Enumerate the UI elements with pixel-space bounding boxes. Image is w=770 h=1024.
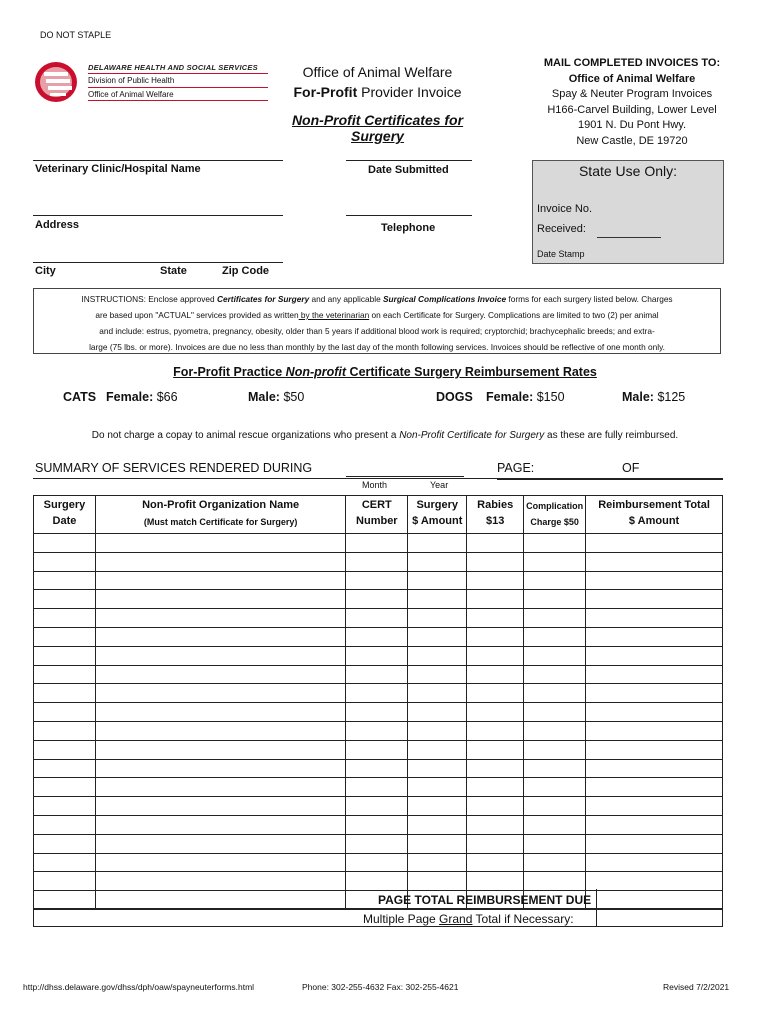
- table-cell[interactable]: [346, 665, 408, 684]
- city-state-zip-line[interactable]: [33, 262, 283, 263]
- mail-street: 1901 N. Du Pont Hwy.: [577, 119, 686, 131]
- state-use-title: State Use Only:: [578, 163, 678, 179]
- totals-divider: [33, 908, 723, 909]
- month-year-line[interactable]: [346, 476, 464, 477]
- table-cell[interactable]: [467, 721, 524, 740]
- table-cell[interactable]: [95, 552, 345, 571]
- title-office: Office of Animal Welfare: [302, 64, 453, 80]
- instructions-line-4: large (75 lbs. or more). Invoices are due no less than monthly by the last day of the month following services. Invoices should be reflective of one month only.: [89, 342, 665, 352]
- table-cell[interactable]: [346, 778, 408, 797]
- table-cell[interactable]: [346, 815, 408, 834]
- dhss-logo-icon: [34, 60, 82, 104]
- table-cell[interactable]: [586, 665, 723, 684]
- table-cell[interactable]: [524, 872, 586, 891]
- table-cell[interactable]: [95, 815, 345, 834]
- table-cell[interactable]: [346, 721, 408, 740]
- table-cell[interactable]: [586, 627, 723, 646]
- table-row: [34, 834, 723, 853]
- instructions-line-1: INSTRUCTIONS: Enclose approved Certificates for Surgery and any applicable Surgical Complications Invoice forms for each surgery listed below. Charges: [81, 294, 673, 304]
- table-cell[interactable]: [586, 703, 723, 722]
- mail-building: H166-Carvel Building, Lower Level: [547, 103, 717, 116]
- clinic-name-label: Veterinary Clinic/Hospital Name: [35, 163, 201, 175]
- date-submitted-label: Date Submitted: [368, 164, 449, 176]
- address-line[interactable]: [33, 215, 283, 216]
- table-cell[interactable]: [524, 684, 586, 703]
- state-use-box: [532, 160, 724, 264]
- instructions-line-3: and include: estrus, pyometra, pregnancy, obesity, older than 5 years if additional blood work is required; cryptorchid; brachycephalic breeds; and extra-: [99, 326, 655, 336]
- table-cell[interactable]: [34, 684, 96, 703]
- table-cell[interactable]: [524, 590, 586, 609]
- table-cell[interactable]: [524, 665, 586, 684]
- table-cell[interactable]: [586, 834, 723, 853]
- table-cell[interactable]: [95, 778, 345, 797]
- table-row: [34, 759, 723, 778]
- mail-office: Office of Animal Welfare: [568, 72, 696, 85]
- table-row: [34, 740, 723, 759]
- table-cell[interactable]: [95, 759, 345, 778]
- table-cell[interactable]: [467, 872, 524, 891]
- table-cell[interactable]: [586, 590, 723, 609]
- table-cell[interactable]: [346, 759, 408, 778]
- col-surgery-date: Surgery Date: [34, 496, 96, 534]
- table-cell[interactable]: [95, 721, 345, 740]
- table-cell[interactable]: [586, 778, 723, 797]
- table-cell[interactable]: [524, 797, 586, 816]
- table-cell[interactable]: [34, 797, 96, 816]
- table-header-row: [34, 496, 723, 534]
- telephone-label: Telephone: [381, 222, 436, 234]
- table-cell[interactable]: [408, 721, 467, 740]
- table-cell[interactable]: [467, 834, 524, 853]
- table-cell[interactable]: [346, 797, 408, 816]
- page-total-label: PAGE TOTAL REIMBURSEMENT DUE: [378, 893, 592, 907]
- table-cell[interactable]: [408, 872, 467, 891]
- table-row: [34, 721, 723, 740]
- col-rabies: Rabies $13: [467, 496, 524, 534]
- table-cell[interactable]: [34, 703, 96, 722]
- table-cell[interactable]: [524, 778, 586, 797]
- dog-male-rate: Male: $125: [622, 390, 686, 404]
- footer-url: http://dhss.delaware.gov/dhss/dph/oaw/spayneuterforms.html: [23, 982, 255, 992]
- table-cell[interactable]: [346, 684, 408, 703]
- table-row: [34, 627, 723, 646]
- city-label: City: [35, 265, 56, 277]
- table-cell[interactable]: [34, 534, 96, 553]
- table-cell[interactable]: [408, 853, 467, 872]
- date-stamp-label: Date Stamp: [537, 249, 585, 259]
- table-cell[interactable]: [586, 853, 723, 872]
- table-cell[interactable]: [346, 740, 408, 759]
- instructions-box: [33, 288, 721, 354]
- table-cell[interactable]: [408, 571, 467, 590]
- year-label: Year: [430, 480, 449, 490]
- table-cell[interactable]: [95, 627, 345, 646]
- table-cell[interactable]: [586, 534, 723, 553]
- table-cell[interactable]: [586, 872, 723, 891]
- table-cell[interactable]: [34, 740, 96, 759]
- page-line[interactable]: [497, 478, 723, 480]
- summary-underline: [33, 478, 497, 479]
- table-cell[interactable]: [467, 571, 524, 590]
- table-cell[interactable]: [524, 571, 586, 590]
- table-cell[interactable]: [586, 740, 723, 759]
- table-cell[interactable]: [346, 571, 408, 590]
- mail-program: Spay & Neuter Program Invoices: [551, 88, 713, 100]
- table-cell[interactable]: [408, 534, 467, 553]
- date-submitted-line[interactable]: [346, 160, 472, 161]
- services-table: [33, 495, 723, 910]
- table-row: [34, 646, 723, 665]
- table-cell[interactable]: [34, 571, 96, 590]
- received-label: Received:: [537, 223, 586, 235]
- telephone-line[interactable]: [346, 215, 472, 216]
- table-cell[interactable]: [586, 815, 723, 834]
- table-row: [34, 872, 723, 891]
- table-cell[interactable]: [408, 834, 467, 853]
- table-cell[interactable]: [524, 552, 586, 571]
- table-cell[interactable]: [95, 853, 345, 872]
- state-label: State: [160, 265, 187, 277]
- table-cell[interactable]: [95, 740, 345, 759]
- address-label: Address: [35, 219, 80, 231]
- received-line: [597, 237, 661, 238]
- table-cell[interactable]: [408, 797, 467, 816]
- col-reimbursement-total: Reimbursement Total $ Amount: [586, 496, 723, 534]
- table-cell[interactable]: [408, 646, 467, 665]
- table-cell[interactable]: [467, 853, 524, 872]
- table-row: [34, 665, 723, 684]
- table-cell[interactable]: [34, 590, 96, 609]
- table-cell[interactable]: [467, 684, 524, 703]
- table-cell[interactable]: [467, 778, 524, 797]
- table-row: [34, 590, 723, 609]
- table-cell[interactable]: [34, 721, 96, 740]
- table-cell[interactable]: [408, 627, 467, 646]
- grand-total-label: Multiple Page Grand Total if Necessary:: [363, 912, 574, 926]
- table-cell[interactable]: [467, 609, 524, 628]
- table-cell[interactable]: [95, 534, 345, 553]
- table-cell[interactable]: [346, 609, 408, 628]
- table-cell[interactable]: [34, 609, 96, 628]
- table-cell[interactable]: [346, 646, 408, 665]
- table-cell[interactable]: [408, 590, 467, 609]
- table-cell[interactable]: [586, 571, 723, 590]
- table-cell[interactable]: [467, 534, 524, 553]
- table-cell[interactable]: [346, 834, 408, 853]
- col-cert-number: CERT Number: [346, 496, 408, 534]
- table-cell[interactable]: [34, 872, 96, 891]
- table-cell[interactable]: [408, 703, 467, 722]
- table-row: [34, 609, 723, 628]
- table-cell[interactable]: [467, 797, 524, 816]
- table-cell[interactable]: [524, 721, 586, 740]
- table-cell[interactable]: [524, 740, 586, 759]
- table-cell[interactable]: [34, 815, 96, 834]
- clinic-name-line[interactable]: [33, 160, 283, 161]
- table-row: [34, 684, 723, 703]
- table-cell[interactable]: [34, 646, 96, 665]
- table-cell[interactable]: [34, 627, 96, 646]
- table-cell[interactable]: [34, 759, 96, 778]
- table-cell[interactable]: [524, 703, 586, 722]
- instructions-line-2: are based upon "ACTUAL" services provided as written by the veterinarian on each Certificate for Surgery. Complications are limited to two (2) per animal: [95, 310, 659, 320]
- col-organization-name: Non-Profit Organization Name (Must match Certificate for Surgery): [95, 496, 345, 534]
- footer-revised: Revised 7/2/2021: [663, 982, 730, 992]
- table-body: [34, 534, 723, 910]
- table-cell[interactable]: [95, 646, 345, 665]
- table-cell[interactable]: [95, 665, 345, 684]
- table-row: [34, 703, 723, 722]
- table-cell[interactable]: [467, 552, 524, 571]
- table-cell[interactable]: [95, 684, 345, 703]
- table-row: [34, 815, 723, 834]
- table-cell[interactable]: [95, 797, 345, 816]
- table-row: [34, 797, 723, 816]
- table-cell[interactable]: [467, 815, 524, 834]
- invoice-number-label: Invoice No.: [537, 203, 593, 215]
- table-cell[interactable]: [408, 552, 467, 571]
- cat-female-rate: Female: $66: [106, 390, 178, 404]
- table-cell[interactable]: [408, 684, 467, 703]
- mail-heading: MAIL COMPLETED INVOICES TO:: [543, 57, 721, 69]
- table-cell[interactable]: [346, 552, 408, 571]
- cat-male-rate: Male: $50: [248, 390, 305, 404]
- table-cell[interactable]: [524, 609, 586, 628]
- copay-note: Do not charge a copay to animal rescue organizations who present a Non-Profit Certificate for Surgery as these are fully reimbursed.: [91, 430, 679, 441]
- table-cell[interactable]: [95, 834, 345, 853]
- table-cell[interactable]: [467, 627, 524, 646]
- table-cell[interactable]: [95, 872, 345, 891]
- table-cell[interactable]: [467, 665, 524, 684]
- table-cell[interactable]: [467, 740, 524, 759]
- table-cell[interactable]: [346, 534, 408, 553]
- table-cell[interactable]: [34, 665, 96, 684]
- table-cell[interactable]: [586, 684, 723, 703]
- col-complication: Complication Charge $50: [524, 496, 586, 534]
- footer-phone: Phone: 302-255-4632 Fax: 302-255-4621: [302, 982, 459, 992]
- table-cell[interactable]: [586, 552, 723, 571]
- dog-female-rate: Female: $150: [486, 390, 565, 404]
- table-cell[interactable]: [34, 778, 96, 797]
- table-row: [34, 571, 723, 590]
- agency-name: DELAWARE HEALTH AND SOCIAL SERVICES: [88, 63, 258, 72]
- title-invoice: For-Profit Provider Invoice: [293, 84, 462, 100]
- page-label: PAGE:: [497, 461, 535, 475]
- summary-label: SUMMARY OF SERVICES RENDERED DURING: [35, 461, 313, 475]
- table-cell[interactable]: [467, 703, 524, 722]
- table-cell[interactable]: [95, 590, 345, 609]
- table-cell[interactable]: [586, 646, 723, 665]
- table-cell[interactable]: [524, 815, 586, 834]
- table-cell[interactable]: [34, 552, 96, 571]
- table-cell[interactable]: [346, 590, 408, 609]
- table-cell[interactable]: [346, 627, 408, 646]
- title-certificates: Non-Profit Certificates for Surgery: [291, 112, 464, 144]
- table-row: [34, 552, 723, 571]
- mail-city: New Castle, DE 19720: [576, 134, 688, 147]
- table-cell[interactable]: [586, 797, 723, 816]
- table-cell[interactable]: [467, 590, 524, 609]
- table-cell[interactable]: [467, 646, 524, 665]
- table-row: [34, 534, 723, 553]
- form-title-block: [270, 64, 485, 144]
- table-cell[interactable]: [408, 609, 467, 628]
- table-cell[interactable]: [524, 646, 586, 665]
- table-row: [34, 853, 723, 872]
- of-label: OF: [622, 461, 640, 475]
- office-animal-welfare: Office of Animal Welfare: [88, 90, 174, 99]
- table-cell[interactable]: [34, 834, 96, 853]
- month-label: Month: [362, 480, 388, 490]
- table-cell[interactable]: [524, 534, 586, 553]
- cats-label: CATS: [63, 390, 97, 404]
- totals-amount-divider: [596, 889, 597, 927]
- table-cell[interactable]: [346, 703, 408, 722]
- table-cell[interactable]: [467, 759, 524, 778]
- table-cell[interactable]: [408, 778, 467, 797]
- table-cell[interactable]: [408, 759, 467, 778]
- table-cell[interactable]: [524, 834, 586, 853]
- table-cell[interactable]: [95, 703, 345, 722]
- table-cell[interactable]: [346, 853, 408, 872]
- table-cell[interactable]: [346, 872, 408, 891]
- table-cell[interactable]: [524, 627, 586, 646]
- dogs-label: DOGS: [436, 390, 473, 404]
- zip-label: Zip Code: [222, 265, 270, 277]
- table-cell[interactable]: [586, 721, 723, 740]
- rates-title: For-Profit Practice Non-profit Certificate Surgery Reimbursement Rates: [173, 365, 597, 379]
- table-cell[interactable]: [34, 853, 96, 872]
- table-cell[interactable]: [408, 815, 467, 834]
- table-cell[interactable]: [586, 609, 723, 628]
- mail-to-block: [532, 56, 732, 149]
- table-cell[interactable]: [408, 740, 467, 759]
- table-cell[interactable]: [586, 759, 723, 778]
- table-cell[interactable]: [408, 665, 467, 684]
- table-cell[interactable]: [524, 853, 586, 872]
- dhss-logo: [34, 58, 269, 104]
- table-cell[interactable]: [524, 759, 586, 778]
- table-row: [34, 778, 723, 797]
- col-surgery-amount: Surgery $ Amount: [408, 496, 467, 534]
- do-not-staple-note: DO NOT STAPLE: [40, 30, 112, 40]
- table-cell[interactable]: [95, 571, 345, 590]
- table-cell[interactable]: [95, 609, 345, 628]
- division-public-health: Division of Public Health: [88, 76, 175, 85]
